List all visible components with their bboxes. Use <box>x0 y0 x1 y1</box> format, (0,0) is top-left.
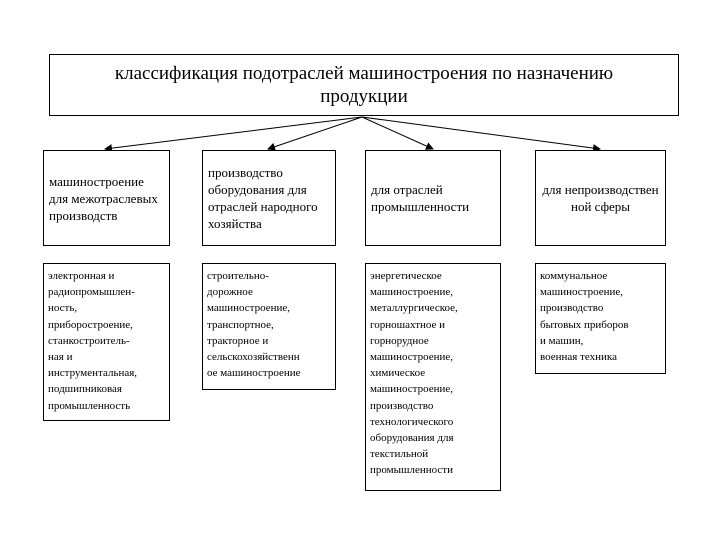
category-label-4: для непроизводствен ной сферы <box>542 182 659 214</box>
detail-box-1: электронная и радиопромышлен- ность, приборостроение, станкостроитель- ная и инструментальная, подшипниковая промышленность <box>43 263 170 421</box>
category-box-4 <box>535 150 666 246</box>
category-label-3: для отраслей промышленности <box>371 182 470 214</box>
category-box-3 <box>365 150 501 246</box>
category-box-1 <box>43 150 170 246</box>
detail-box-3: энергетическое машиностроение, металлургическое, горношахтное и горнорудное машиностроение, химическое машиностроение, производство технологического оборудования для текстильной промышленности <box>365 263 501 491</box>
detail-box-4: коммунальное машиностроение, производство бытовых приборов и машин, военная техника <box>535 263 666 374</box>
diagram-title: классификация подотраслей машиностроения по назначению продукции <box>49 54 679 116</box>
arrow-to-category-2 <box>268 117 362 149</box>
category-label-1: машиностроение для межотраслевых производств <box>49 173 158 223</box>
category-label-2: производство оборудования для отраслей народного хозяйства <box>208 165 318 231</box>
arrow-to-category-1 <box>105 117 362 149</box>
detail-box-2: строительно- дорожное машиностроение, транспортное, тракторное и сельскохозяйственн ое машиностроение <box>202 263 336 390</box>
category-box-2 <box>202 150 336 246</box>
